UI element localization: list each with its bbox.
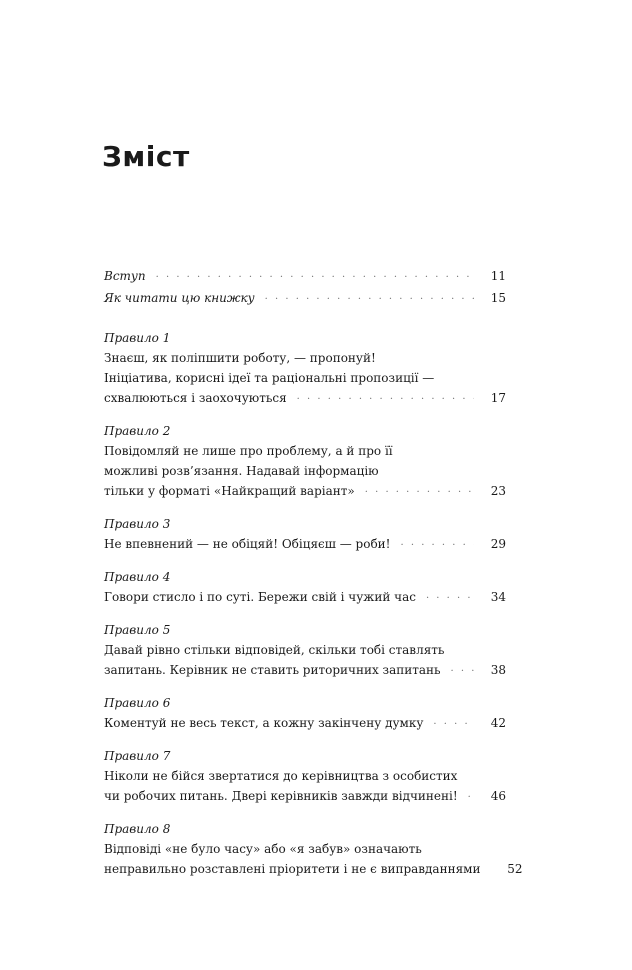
page-title: Зміст [102,140,190,173]
page-number: 38 [490,663,506,677]
page-number: 11 [490,269,506,283]
toc-entry-title: Як читати цю книжку [104,291,255,305]
rule-title-line: Говори стисло і по суті. Бережи свій і чужий час [104,590,416,604]
dot-leader [156,268,474,288]
rule-title-line: Повідомляй не лише про проблему, а й про її [104,444,393,458]
toc-entry-rule-5[interactable] [104,620,506,682]
rule-label: Правило 8 [104,822,171,836]
page-number: 17 [490,391,506,405]
rule-title-line: Ініціатива, корисні ідеї та раціональні пропозиції — [104,371,435,385]
rule-title-line: Не впевнений — не обіцяй! Обіцяєш — роби! [104,537,391,551]
toc-entry-rule-1[interactable] [104,328,506,410]
rule-title-line: Коментуй не весь текст, а кожну закінчену думку [104,716,424,730]
dot-leader [426,589,474,609]
page-number: 34 [490,590,506,604]
page-number: 29 [490,537,506,551]
rule-label: Правило 1 [104,331,171,345]
dot-leader [265,290,474,310]
rule-title-line: можливі розв’язання. Надавай інформацію [104,464,379,478]
dot-leader [468,788,474,808]
toc-entry-intro[interactable] [104,266,506,288]
rule-label: Правило 7 [104,749,171,763]
rule-title-line: Відповіді «не було часу» або «я забув» означають [104,842,422,856]
rule-label: Правило 2 [104,424,171,438]
toc-entry-title: Вступ [104,269,146,283]
rule-label: Правило 6 [104,696,171,710]
toc-entry-rule-7[interactable] [104,746,506,808]
table-of-contents [104,266,523,881]
toc-entry-rule-3[interactable] [104,514,506,556]
page-number: 46 [490,789,506,803]
toc-entry-how-to-read[interactable] [104,288,506,310]
toc-entry-rule-2[interactable] [104,421,506,503]
dot-leader [365,483,474,503]
page-number: 42 [490,716,506,730]
rule-title-line: схвалюються і заохочуються [104,391,287,405]
toc-entry-rule-4[interactable] [104,567,506,609]
rule-label: Правило 5 [104,623,171,637]
rule-title-line: тільки у форматі «Найкращий варіант» [104,484,355,498]
rule-title-line: чи робочих питань. Двері керівників завжди відчинені! [104,789,458,803]
rule-label: Правило 4 [104,570,171,584]
dot-leader [433,715,474,735]
rule-title-line: запитань. Керівник не ставить риторичних запитань [104,663,441,677]
rule-title-line: Давай рівно стільки відповідей, скільки тобі ставлять [104,643,445,657]
rule-title-line: Знаєш, як поліпшити роботу, — пропонуй! [104,351,376,365]
dot-leader [451,662,474,682]
page-number: 52 [507,862,523,876]
rule-label: Правило 3 [104,517,171,531]
rule-title-line: Ніколи не бійся звертатися до керівництва з особистих [104,769,458,783]
rule-title-line: неправильно розставлені пріоритети і не є виправданнями [104,862,481,876]
page-number: 15 [490,291,506,305]
toc-entry-rule-8[interactable] [104,819,523,881]
page-number: 23 [490,484,506,498]
dot-leader [297,390,474,410]
toc-entry-rule-6[interactable] [104,693,506,735]
dot-leader [400,536,474,556]
